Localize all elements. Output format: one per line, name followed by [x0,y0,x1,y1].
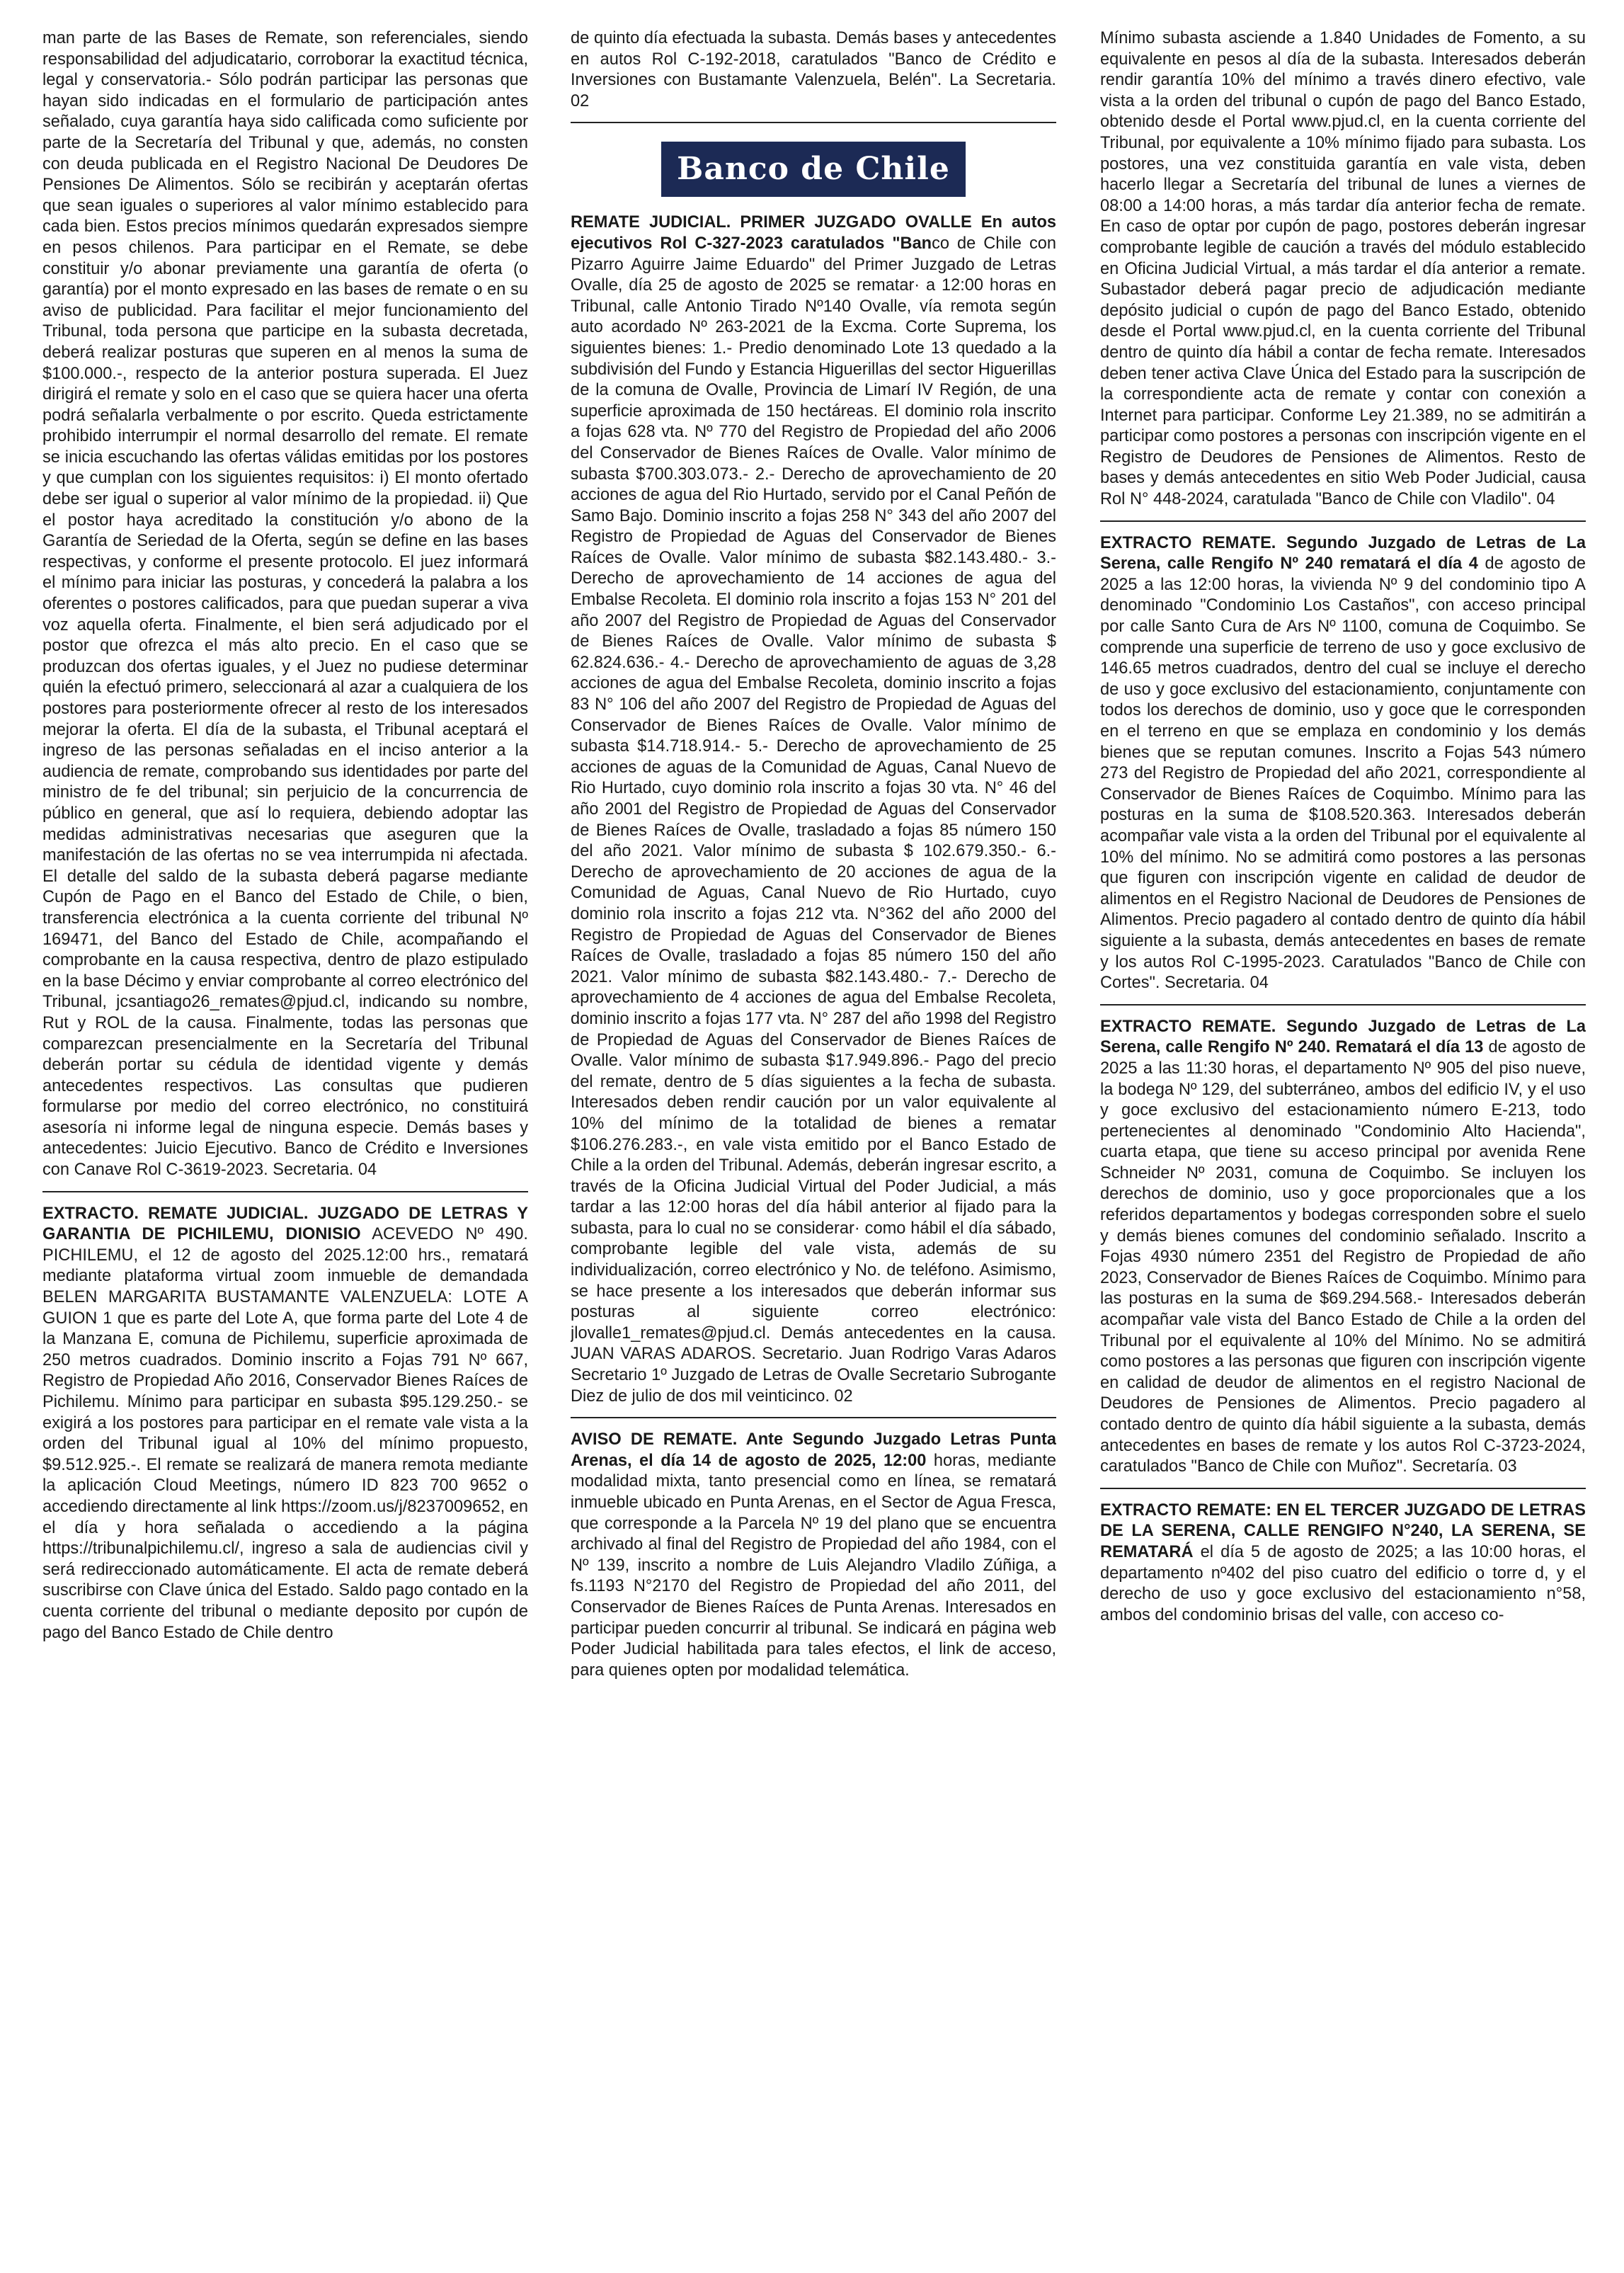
notice-divider [42,1191,528,1192]
continued-notice-text: man parte de las Bases de Remate, son referenciales, siendo responsabilidad del adjudicatario, corroborar la exactitud técnica, legal y conservatoria.- Sólo podrán participar las personas que hayan sido indicadas en el formulario de participación antes señalado, cuya garantía haya sido calificada como suficiente por parte de la Secretaría del Tribunal y que, además, no consten con deuda publicada en el Registro Nacional De Deudores De Pensiones De Alimentos. Sólo se recibirán y aceptarán ofertas que sean iguales o superiores al valor mínimo establecido para cada bien. Estos precios mínimos quedarán expresados siempre en pesos chilenos. Para participar en el Remate, se debe constituir y/o abonar previamente una garantía de oferta (o garantía) por el monto expresado en las bases de remate o en su aviso de publicidad. Para facilitar el mejor funcionamiento del Tribunal, toda persona que participe en la subasta decretada, deberá realizar posturas que superen en al menos la suma de $100.000.-, respecto de la anterior postura superada. El Juez dirigirá el remate y solo en el caso que se quiera hacer una oferta podrá señalarla verbalmente o por escrito. Queda estrictamente prohibido interrumpir el normal desarrollo del remate. El remate se inicia escuchando las ofertas válidas emitidas por los postores y que cumplan con los siguientes requisitos: i) El monto ofertado debe ser igual o superior al valor mínimo de la propiedad. ii) Que el postor haya acreditado la constitución y/o abono de la Garantía de Seriedad de la Oferta, según se define en las bases respectivas, y conforme el presente protocolo. El juez informará el mínimo para iniciar las posturas, y concederá la palabra a los oferentes o postores calificados, para que puedan superar a viva voz aquella oferta. Finalmente, el bien será adjudicado por el postor que ofrezca el más alto precio. En el caso que se produzcan dos ofertas iguales, y el Juez no pudiese determinar quién la efectuó primero, seleccionará al azar a cualquiera de los postores para posteriormente ofrecer al resto de los interesados mejorar la oferta. El día de la subasta, el Tribunal aceptará el ingreso de las personas señaladas en el inciso anterior a la audiencia de remate, comprobando sus identidades por parte del ministro de fe del tribunal; sin perjuicio de la concurrencia de público en general, que así lo requiera, debiendo adoptar las medidas administrativas necesarias que aseguren que la manifestación de las ofertas no se vea interrumpida ni afectada. El detalle del saldo de la subasta deberá pagarse mediante Cupón de Pago en el Banco del Estado de Chile, o bien, transferencia electrónica a la cuenta corriente del tribunal Nº 169471, del Banco del Estado de Chile, acompañando el comprobante en la causa respectiva, dentro de plazo estipulado en la base Décimo y enviar comprobante al correo electrónico del Tribunal, jcsantiago26_remates@pjud.cl, indicando su nombre, Rut y ROL de la causa. Finalmente, todas las personas que comparezcan presencialmente en la Secretaría del Tribunal deberán portar su cédula de identidad vigente y demás antecedentes respectivos. Las consultas que pudieren formularse por medio del correo electrónico, no constituirá asesoría ni informe legal de ninguna especie. Demás bases y antecedentes: Juicio Ejecutivo. Banco de Crédito e Inversiones con Canave Rol C-3619-2023. Secretaria. 04 [42,29,528,1180]
notice-body: el día 5 de agosto de 2025; a las 10:00 horas, el departamento nº402 del piso cuatro del edificio o torre d, y el derecho de uso y goce exclusivo del estacionamiento n°58, ambos del condominio brisas del valle, con acceso co- [1100,1542,1586,1624]
column-2 [571,28,1056,2252]
banco-de-chile-logo: Banco de Chile [661,142,966,197]
notice-heading: EXTRACTO REMATE. Segundo Juzgado de Letras de La Serena, calle Rengifo Nº 240. Rematará el día 13 [1100,1017,1586,1057]
notice-heading: EXTRACTO REMATE: EN EL TERCER JUZGADO DE LETRAS DE LA SERENA, CALLE RENGIFO N°240, LA SERENA, SE REMATARÁ [1100,1500,1586,1561]
notice-divider [571,1417,1056,1418]
notice-ovalle [571,212,1056,1407]
notice-body: ACEVEDO Nº 490. PICHILEMU, el 12 de agosto del 2025.12:00 hrs., rematará mediante plataforma virtual zoom inmueble de demandada BELEN MARGARITA BUSTAMANTE VALENZUELA: LOTE A GUION 1 que es parte del Lote A, que forma parte del Lote 4 de la Manzana E, comuna de Pichilemu, superficie aproximada de 250 metros cuadrados. Dominio inscrito a Fojas 791 Nº 667, Registro de Propiedad Año 2016, Conservador Bienes Raíces de Pichilemu. Mínimo para participar en subasta $95.129.250.- se exigirá a los postores para participar en el remate vale vista a la orden del Tribunal igual al 10% del mínimo propuesto, $9.512.925.-. El remate se realizará de manera remota mediante la aplicación Cloud Meetings, número ID 823 700 9652 o accediendo directamente al link https://zoom.us/j/8237009652, en el día y hora señalada o accediendo a la página https://tribunalpichilemu.cl/, ingreso a sala de audiencias civil y será redireccionado automáticamente. El acta de remate deberá suscribirse con Clave única del Estado. Saldo pago contado en la cuenta corriente del tribunal o mediante deposito por cupón de pago del Banco Estado de Chile dentro [42,1225,528,1642]
notice-divider [1100,520,1586,522]
notice-heading: REMATE JUDICIAL. PRIMER JUZGADO OVALLE En autos ejecutivos Rol C-327-2023 caratulados "Ban [571,213,1056,253]
notice-divider [1100,1488,1586,1489]
notice-heading: AVISO DE REMATE. Ante Segundo Juzgado Letras Punta Arenas, el día 14 de agosto de 2025, 12:00 [571,1430,1056,1470]
column-3 [1100,28,1586,2252]
bank-logo-block [571,142,1056,197]
notice-body: co de Chile con Pizarro Aguirre Jaime Eduardo" del Primer Juzgado de Letras Ovalle, día 25 de agosto de 2025 se rematar· a 12:00 horas en Tribunal, calle Antonio Tirado Nº140 Ovalle, vía remota según auto acordado Nº 263-2021 de la Excma. Corte Suprema, los siguientes bienes: 1.- Predio denominado Lote 13 quedado a la subdivisión del Fundo y Estancia Higuerillas del sector Higuerillas de la comuna de Ovalle, Provincia de Limarí IV Región, de una superficie aproximada de 150 hectáreas. El dominio rola inscrito a fojas 628 vta. Nº 770 del Registro de Propiedad del año 2006 del Conservador de Bienes Raíces de Ovalle. Valor mínimo de subasta $700.303.073.- 2.- Derecho de aprovechamiento de 20 acciones de agua del Rio Hurtado, servido por el Canal Peñón de Samo Bajo. Dominio inscrito a fojas 258 N° 343 del año 2007 del Registro de Propiedad de Aguas del Conservador de Bienes Raíces de Ovalle. Valor mínimo de subasta $82.143.480.- 3.- Derecho de aprovechamiento de 14 acciones de agua del Embalse Recoleta. El dominio rola inscrito a fojas 153 N° 201 del año 2007 del Registro de Propiedad de Aguas del Conservador de Bienes Raíces de Ovalle. Valor mínimo de subasta $ 62.824.636.- 4.- Derecho de aprovechamiento de aguas de 3,28 acciones de agua del Embalse Recoleta, dominio inscrito a fojas 83 N° 106 del año 2007 del Registro de Propiedad de Aguas del Conservador de Bienes Raíces de Ovalle. Valor mínimo de subasta $14.718.914.- 5.- Derecho de aprovechamiento de 25 acciones de aguas de la Comunidad de Aguas, Canal Nuevo de Rio Hurtado, cuyo dominio rola inscrito a fojas 30 vta. N° 46 del año 2001 del Registro de Propiedad de Aguas del Conservador de Bienes Raíces de Ovalle, trasladado a fojas 85 número 150 del año 2021. Valor mínimo de subasta $ 102.679.350.- 6.- Derecho de aprovechamiento de 20 acciones de agua de la Comunidad de Aguas, Canal Nuevo de Rio Hurtado, cuyo dominio rola inscrito a fojas 212 vta. N°362 del año 2000 del Registro de Propiedad de Aguas del Conservador de Bienes Raíces de Ovalle, trasladado a fojas 85 número 150 del año 2021. Valor mínimo de subasta $82.143.480.- 7.- Derecho de aprovechamiento de 4 acciones de agua del Embalse Recoleta, dominio inscrito a fojas 177 vta. N° 287 del año 1998 del Registro de Propiedad de Aguas del Conservador de Bienes Raíces de Ovalle. Valor mínimo de subasta $17.949.896.- Pago del precio del remate, dentro de 5 días siguientes a la fecha de subasta. Interesados deben rendir caución por un valor equivalente al 10% del mínimo de la totalidad de bienes a rematar $106.276.283.-, en vale vista emitido por el Banco Estado de Chile a la orden del Tribunal. Además, deberán ingresar escrito, a través de la Oficina Judicial Virtual del Poder Judicial, a más tardar a las 12:00 horas del día hábil anterior al fijado para la subasta, para lo cual no se considerar· como hábil el día sábado, comprobante legible del vale vista, además de su individualización, correo electrónico y No. de teléfono. Asimismo, se hace presente a los interesados que deberán informar sus posturas al siguiente correo electrónico: jlovalle1_remates@pjud.cl. Demás antecedentes en la causa. JUAN VARAS ADAROS. Secretario. Juan Rodrigo Varas Adaros Secretario 1º Juzgado de Letras de Ovalle Secretario Subrogante Diez de julio de dos mil veinticinco. 02 [571,234,1056,1406]
notice-la-serena-2 [1100,1017,1586,1478]
continued-notice-text: Mínimo subasta asciende a 1.840 Unidades de Fomento, a su equivalente en pesos al día de la subasta. Interesados deberán rendir garantía 10% del mínimo a través dinero efectivo, vale vista a la orden del tribunal o cupón de pago del Banco Estado, obtenido desde el Portal www.pjud.cl, en la cuenta corriente del Tribunal, por equivalente a 10% mínimo fijado para subasta. Los postores, una vez constituida garantía en vale vista, deben hacerlo llegar a Secretaría del tribunal de lunes a viernes de 08:00 a 14:00 horas, a más tardar día anterior fecha de remate. En caso de optar por cupón de pago, postores deberán ingresar comprobante legible de caución a través del módulo establecido en Oficina Judicial Virtual, a más tardar el día anterior a remate. Subastador deberá pagar precio de adjudicación mediante depósito judicial o cupón de pago del Banco Estado, obtenido desde el Portal www.pjud.cl, en la cuenta corriente del Tribunal dentro de quinto día hábil a contar de fecha remate. Interesados deben tener activa Clave Única del Estado para la suscripción de la correspondiente acta de remate y contar con conexión a Internet para participar. Conforme Ley 21.389, no se admitirán a participar como postores a personas con inscripción vigente en el Registro de Deudores de Pensiones de Alimentos. Resto de bases y demás antecedentes en sitio Web Poder Judicial, causa Rol N° 448-2024, caratulada "Banco de Chile con Vladilo". 04 [1100,29,1586,509]
column-1 [42,28,528,2252]
notice-la-serena-1 [1100,533,1586,994]
notice-divider [1100,1004,1586,1006]
notice-divider [571,122,1056,123]
notice-body: horas, mediante modalidad mixta, tanto presencial como en línea, se rematará inmueble ubicado en Punta Arenas, en el Sector de Agua Fresca, que corresponde a la Parcela Nº 19 del plano que se encuentra archivado al final del Registro de Propiedad del año 1984, con el Nº 139, inscrito a nombre de Luis Alejandro Vladilo Zúñiga, a fs.1193 N°2170 del Registro de Propiedad del año 2011, del Conservador de Bienes Raíces de Punta Arenas. Interesados en participar pueden concurrir al tribunal. Se indicará en página web Poder Judicial habilitada para tales efectos, el link de acceso, para quienes opten por modalidad telemática. [571,1451,1056,1680]
notice-heading: EXTRACTO. REMATE JUDICIAL. JUZGADO DE LETRAS Y GARANTIA DE PICHILEMU, DIONISIO [42,1204,528,1244]
newspaper-page [42,28,1586,2252]
notice-la-serena-3 [1100,1500,1586,1627]
notice-heading: EXTRACTO REMATE. Segundo Juzgado de Letras de La Serena, calle Rengifo Nº 240 rematará el día 4 [1100,533,1586,574]
notice-body: de agosto de 2025 a las 11:30 horas, el departamento Nº 905 del piso nueve, la bodega Nº 129, del subterráneo, ambos del edificio IV, y el uso y goce exclusivo del estacionamiento número E-213, todo pertenecientes al denominado "Condominio Alto Hacienda", cuarta etapa, que tiene su acceso principal por avenida Rene Schneider Nº 2031, comuna de Coquimbo. Se incluyen los derechos de dominio, uso y goce proporcionales que a los referidos departamentos y bodegas corresponden sobre el suelo y demás bienes comunes del condominio señalado. Inscrito a Fojas 4930 número 2351 del Registro de Propiedad de año 2023, Conservador de Bienes Raíces de Coquimbo. Mínimo para las posturas en la suma de $69.294.568.- Interesados deberán acompañar vale vista del Banco Estado de Chile a la orden del Tribunal por el equivalente al 10% del Mínimo. No se admitirá como postores a las personas que figuren con inscripción vigente en calidad de deudor de alimentos en el registro Nacional de Deudores de Pensiones de Alimentos. Precio pagadero al contado dentro de quinto día hábil siguiente a la subasta, demás antecedentes en bases de remate y los autos Rol C-3723-2024, caratulados "Banco de Chile con Muñoz". Secretaría. 03 [1100,1038,1586,1476]
notice-pichilemu [42,1204,528,1643]
continued-notice-text: de quinto día efectuada la subasta. Demás bases y antecedentes en autos Rol C-192-2018, caratulados "Banco de Crédito e Inversiones con Bustamante Valenzuela, Belén". La Secretaria. 02 [571,29,1056,110]
notice-punta-arenas [571,1430,1056,1681]
notice-body: de agosto de 2025 a las 12:00 horas, la vivienda Nº 9 del condominio tipo A denominado "Condominio Los Castaños", con acceso principal por calle Santo Cura de Ars Nº 1100, comuna de Coquimbo. Se comprende una superficie de terreno de uso y goce exclusivo de 146.65 metros cuadrados, dentro del cual se incluye el derecho de uso y goce exclusivo del estacionamiento, conjuntamente con todos los derechos de dominio, uso y goce que le corresponden en el terreno en que se emplaza en condominio y los demás bienes que se reputan comunes. Inscrito a Fojas 543 número 273 del Registro de Propiedad del año 2021, correspondiente al Conservador de Bienes Raíces de Coquimbo. Mínimo para las posturas en la suma de $108.520.363. Interesados deberán acompañar vale vista a la orden del Tribunal por el equivalente al 10% del mínimo. No se admitirá como postores a las personas que figuren con inscripción vigente en calidad de deudor de alimentos en el Registro Nacional de Deudores de Pensiones de Alimentos. Precio pagadero al contado dentro de quinto día hábil siguiente a la subasta, demás antecedentes en bases de remate y los autos Rol C-1995-2023. Caratulados "Banco de Chile con Cortes". Secretaria. 04 [1100,554,1586,993]
